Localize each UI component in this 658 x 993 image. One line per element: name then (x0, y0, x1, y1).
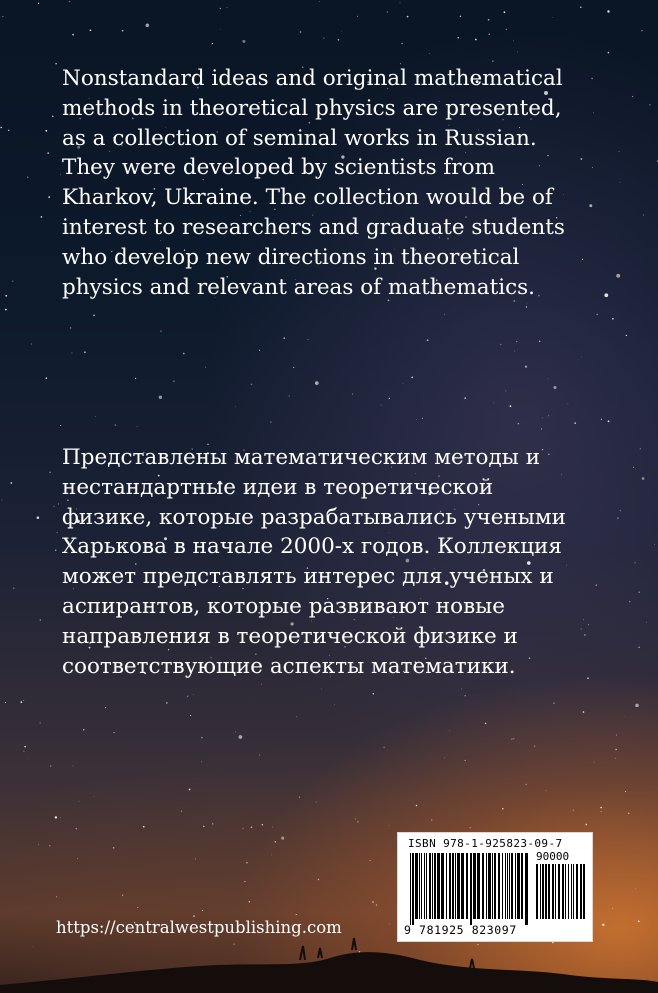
english-description-line: as a collection of seminal works in Russian. (62, 125, 537, 151)
publisher-url[interactable]: https://centralwestpublishing.com (56, 918, 342, 937)
russian-description-line: может представлять интерес для ученых и (62, 564, 554, 590)
russian-description (62, 443, 602, 681)
russian-description-line: соответствующие аспекты математики. (62, 653, 516, 679)
english-description-line: Kharkov, Ukraine. The collection would be of (62, 185, 553, 211)
english-description-line: who develop new directions in theoretical (62, 244, 520, 270)
russian-description-line: Представлены математическим методы и (62, 445, 541, 470)
russian-description-line: направления в теоретической физике и (62, 623, 518, 649)
english-description-line: interest to researchers and graduate students (62, 214, 565, 240)
english-description (62, 64, 602, 302)
russian-description-line: аспирантов, которые развивают новые (62, 593, 506, 619)
ean-digits: 9 781925 823097 (404, 923, 517, 937)
isbn-label: ISBN 978-1-925823-09-7 (408, 837, 563, 850)
english-description-line: physics and relevant areas of mathematics. (62, 274, 536, 300)
english-description-line: Nonstandard ideas and original mathematical (62, 66, 563, 91)
russian-description-line: физике, которые разрабатывались учеными (62, 504, 566, 530)
russian-description-line: Харькова в начале 2000-х годов. Коллекция (62, 534, 562, 560)
isbn-barcode (397, 832, 593, 942)
english-description-line: They were developed by scientists from (62, 155, 496, 181)
barcode-addon-digits: 90000 (536, 850, 570, 863)
english-description-line: methods in theoretical physics are presented, (62, 95, 562, 121)
russian-description-line: нестандартные идеи в теоретической (62, 474, 494, 500)
